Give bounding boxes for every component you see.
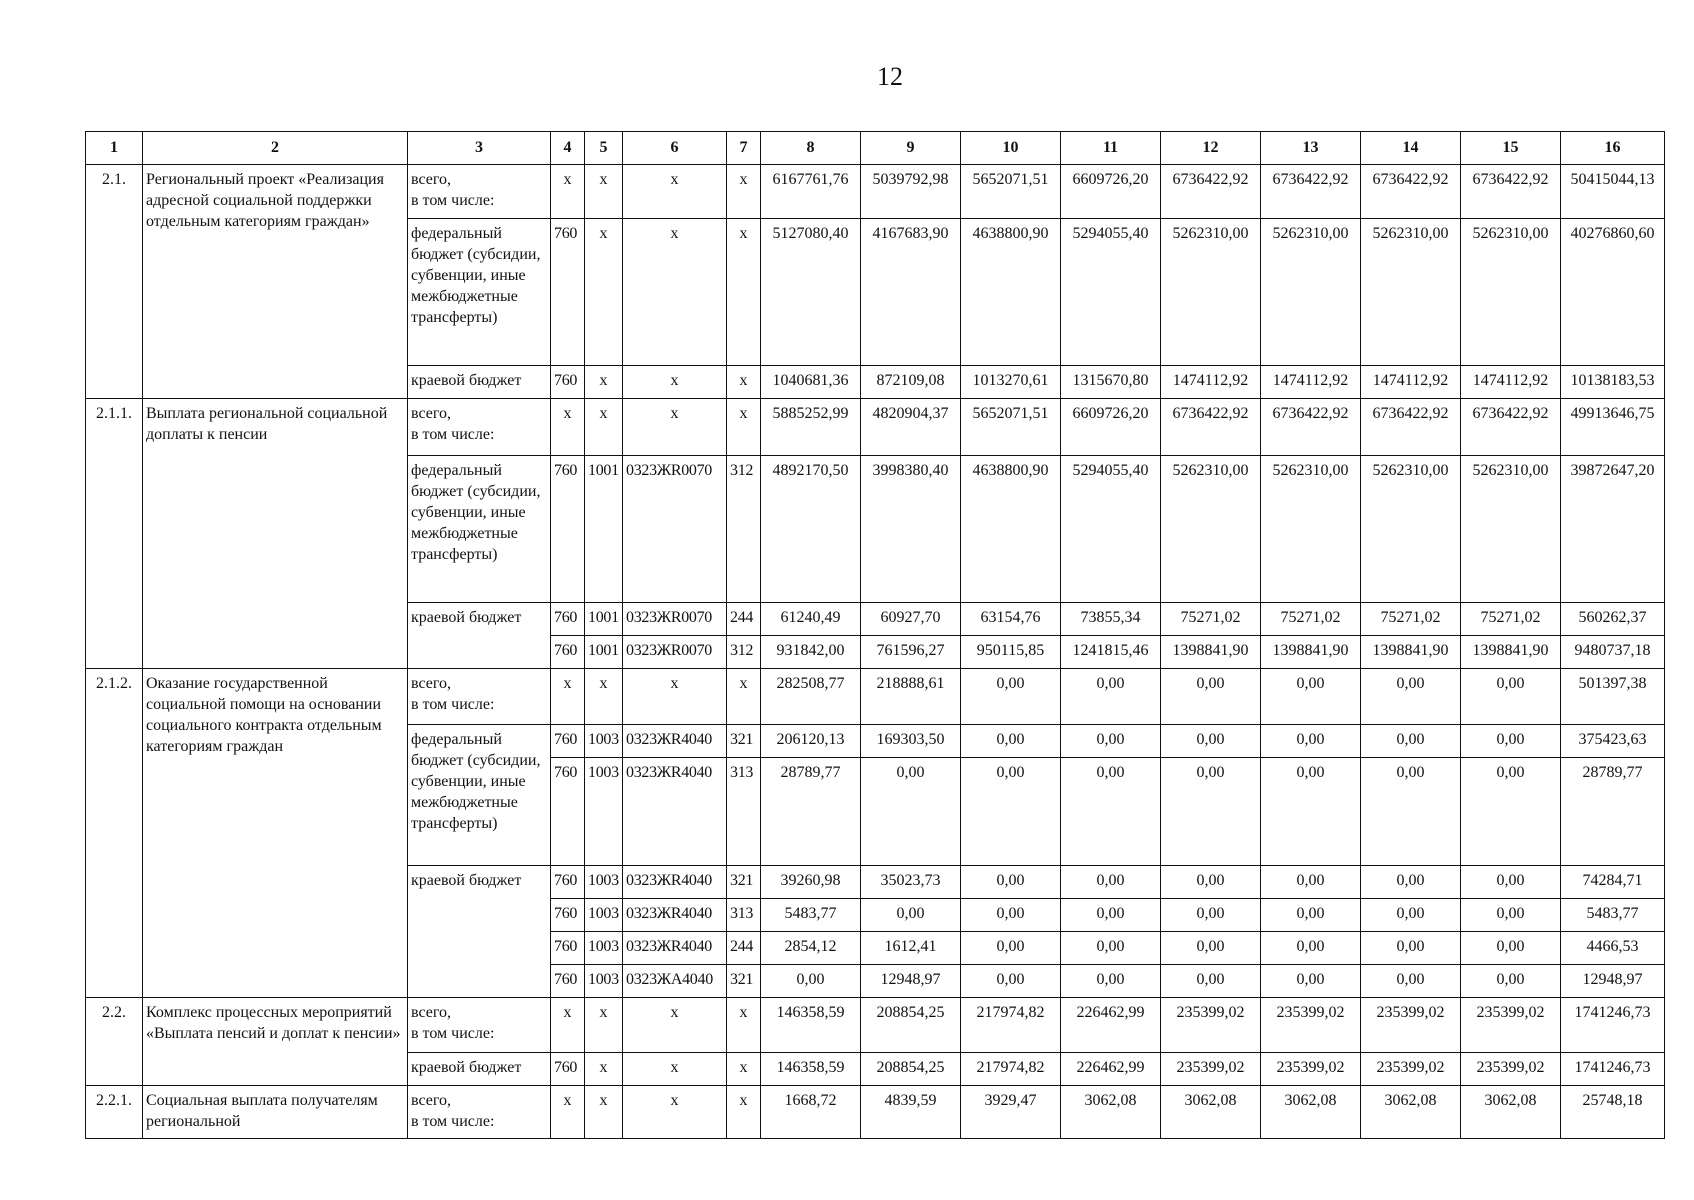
value-cell: 5127080,40 (761, 219, 861, 366)
including-label-text: в том числе: (411, 1025, 495, 1042)
value-cell: 5294055,40 (1061, 219, 1161, 366)
budget-code-cell: 0323ЖR0070 (623, 636, 727, 669)
budget-code-cell: 321 (727, 866, 761, 899)
value-cell: 6609726,20 (1061, 165, 1161, 219)
value-cell: 5483,77 (761, 899, 861, 932)
value-cell: 6736422,92 (1361, 399, 1461, 456)
column-numbers-row (86, 132, 1665, 165)
value-cell: 1474112,92 (1261, 366, 1361, 399)
total-value-cell: 1741246,73 (1561, 998, 1665, 1053)
total-value-cell: 10138183,53 (1561, 366, 1665, 399)
total-label-text: всего, (411, 171, 452, 188)
value-cell: 73855,34 (1061, 603, 1161, 636)
column-header: 14 (1361, 132, 1461, 165)
value-cell: 208854,25 (861, 998, 961, 1053)
value-cell: 6736422,92 (1161, 399, 1261, 456)
budget-code-cell: x (585, 366, 623, 399)
value-cell: 169303,50 (861, 725, 961, 758)
value-cell: 0,00 (1161, 965, 1261, 998)
value-cell: 75271,02 (1461, 603, 1561, 636)
table-row (86, 165, 1665, 219)
value-cell: 235399,02 (1361, 1053, 1461, 1086)
value-cell: 5262310,00 (1361, 456, 1461, 603)
value-cell: 4638800,90 (961, 456, 1061, 603)
value-cell: 931842,00 (761, 636, 861, 669)
value-cell: 5262310,00 (1461, 456, 1561, 603)
budget-code-cell: 760 (551, 636, 585, 669)
value-cell: 0,00 (1461, 758, 1561, 866)
regional-budget-label: краевой бюджет (408, 603, 551, 669)
value-cell: 1474112,92 (1161, 366, 1261, 399)
budget-code-cell: x (623, 669, 727, 725)
value-cell: 235399,02 (1161, 1053, 1261, 1086)
value-cell: 0,00 (1261, 932, 1361, 965)
total-value-cell: 28789,77 (1561, 758, 1665, 866)
column-header: 5 (585, 132, 623, 165)
budget-code-cell: 312 (727, 636, 761, 669)
value-cell: 235399,02 (1261, 998, 1361, 1053)
total-value-cell: 4466,53 (1561, 932, 1665, 965)
budget-code-cell: 1003 (585, 758, 623, 866)
regional-budget-label: краевой бюджет (408, 366, 551, 399)
value-cell: 28789,77 (761, 758, 861, 866)
budget-code-cell: x (623, 366, 727, 399)
budget-code-cell: 0323ЖR4040 (623, 932, 727, 965)
value-cell: 1241815,46 (1061, 636, 1161, 669)
value-cell: 1398841,90 (1461, 636, 1561, 669)
value-cell: 6609726,20 (1061, 399, 1161, 456)
budget-code-cell: 1003 (585, 965, 623, 998)
budget-code-cell: 1003 (585, 866, 623, 899)
value-cell: 5885252,99 (761, 399, 861, 456)
value-cell: 146358,59 (761, 1053, 861, 1086)
value-cell: 0,00 (1461, 669, 1561, 725)
budget-code-cell: 0323ЖR4040 (623, 758, 727, 866)
column-header: 11 (1061, 132, 1161, 165)
value-cell: 0,00 (1461, 965, 1561, 998)
value-cell: 0,00 (1161, 669, 1261, 725)
budget-code-cell: 321 (727, 965, 761, 998)
section-title: Социальная выплата получателям региональной (143, 1086, 408, 1139)
value-cell: 6736422,92 (1361, 165, 1461, 219)
total-label-text: всего, (411, 1004, 452, 1021)
value-cell: 0,00 (1061, 965, 1161, 998)
value-cell: 5262310,00 (1261, 219, 1361, 366)
federal-budget-label: федеральный бюджет (субсидии, субвенции, иные межбюджетные трансферты) (408, 219, 551, 366)
value-cell: 0,00 (1261, 866, 1361, 899)
value-cell: 75271,02 (1261, 603, 1361, 636)
budget-code-cell: 760 (551, 725, 585, 758)
budget-code-cell: x (585, 1086, 623, 1139)
value-cell: 6736422,92 (1261, 399, 1361, 456)
value-cell: 0,00 (1261, 758, 1361, 866)
total-value-cell: 39872647,20 (1561, 456, 1665, 603)
value-cell: 1398841,90 (1161, 636, 1261, 669)
value-cell: 1474112,92 (1461, 366, 1561, 399)
column-header: 16 (1561, 132, 1665, 165)
value-cell: 0,00 (1161, 866, 1261, 899)
value-cell: 5652071,51 (961, 399, 1061, 456)
value-cell: 0,00 (961, 669, 1061, 725)
value-cell: 146358,59 (761, 998, 861, 1053)
value-cell: 60927,70 (861, 603, 961, 636)
budget-code-cell: x (551, 998, 585, 1053)
value-cell: 0,00 (1161, 758, 1261, 866)
value-cell: 0,00 (1461, 899, 1561, 932)
column-header: 15 (1461, 132, 1561, 165)
budget-code-cell: x (551, 1086, 585, 1139)
value-cell: 4892170,50 (761, 456, 861, 603)
total-value-cell: 375423,63 (1561, 725, 1665, 758)
budget-code-cell: 244 (727, 932, 761, 965)
budget-code-cell: 760 (551, 603, 585, 636)
value-cell: 75271,02 (1161, 603, 1261, 636)
budget-code-cell: x (623, 998, 727, 1053)
including-label-text: в том числе: (411, 426, 495, 443)
budget-code-cell: 760 (551, 1053, 585, 1086)
value-cell: 3998380,40 (861, 456, 961, 603)
section-number: 2.1.2. (86, 669, 143, 998)
value-cell: 0,00 (1361, 899, 1461, 932)
budget-table (85, 131, 1665, 1139)
including-label-text: в том числе: (411, 1113, 495, 1130)
budget-code-cell: 760 (551, 866, 585, 899)
total-label-text: всего, (411, 405, 452, 422)
value-cell: 235399,02 (1161, 998, 1261, 1053)
value-cell: 35023,73 (861, 866, 961, 899)
value-cell: 0,00 (861, 899, 961, 932)
value-cell: 39260,98 (761, 866, 861, 899)
column-header: 4 (551, 132, 585, 165)
budget-code-cell: 1003 (585, 932, 623, 965)
budget-code-cell: 760 (551, 758, 585, 866)
budget-code-cell: 0323ЖR4040 (623, 899, 727, 932)
budget-code-cell: x (727, 165, 761, 219)
section-title: Региональный проект «Реализация адресной социальной поддержки отдельным категориям граждан» (143, 165, 408, 399)
value-cell: 6736422,92 (1161, 165, 1261, 219)
section-title: Выплата региональной социальной доплаты к пенсии (143, 399, 408, 669)
value-cell: 872109,08 (861, 366, 961, 399)
value-cell: 0,00 (1261, 899, 1361, 932)
budget-code-cell: 1001 (585, 636, 623, 669)
total-value-cell: 9480737,18 (1561, 636, 1665, 669)
budget-code-cell: x (727, 1053, 761, 1086)
total-label-text: всего, (411, 675, 452, 692)
value-cell: 0,00 (1261, 725, 1361, 758)
budget-code-cell: x (585, 399, 623, 456)
budget-code-cell: 0323ЖR0070 (623, 456, 727, 603)
total-value-cell: 49913646,75 (1561, 399, 1665, 456)
value-cell: 226462,99 (1061, 998, 1161, 1053)
value-cell: 0,00 (1461, 866, 1561, 899)
budget-code-cell: x (585, 669, 623, 725)
value-cell: 2854,12 (761, 932, 861, 965)
value-cell: 0,00 (1061, 725, 1161, 758)
regional-budget-label: краевой бюджет (408, 1053, 551, 1086)
total-value-cell: 50415044,13 (1561, 165, 1665, 219)
value-cell: 75271,02 (1361, 603, 1461, 636)
budget-code-cell: x (551, 165, 585, 219)
value-cell: 0,00 (961, 725, 1061, 758)
value-cell: 4820904,37 (861, 399, 961, 456)
column-header: 6 (623, 132, 727, 165)
column-header: 3 (408, 132, 551, 165)
value-cell: 1474112,92 (1361, 366, 1461, 399)
column-header: 13 (1261, 132, 1361, 165)
table-row (86, 669, 1665, 725)
value-cell: 235399,02 (1461, 998, 1561, 1053)
value-cell: 4167683,90 (861, 219, 961, 366)
budget-code-cell: x (727, 669, 761, 725)
value-cell: 0,00 (1161, 899, 1261, 932)
column-header: 7 (727, 132, 761, 165)
table-row (86, 399, 1665, 456)
value-cell: 226462,99 (1061, 1053, 1161, 1086)
budget-code-cell: 760 (551, 366, 585, 399)
value-cell: 6736422,92 (1461, 399, 1561, 456)
budget-code-cell: x (727, 219, 761, 366)
value-cell: 761596,27 (861, 636, 961, 669)
value-cell: 0,00 (1361, 758, 1461, 866)
value-cell: 0,00 (1261, 669, 1361, 725)
value-cell: 0,00 (1461, 725, 1561, 758)
budget-code-cell: x (727, 399, 761, 456)
value-cell: 0,00 (861, 758, 961, 866)
budget-code-cell: x (551, 399, 585, 456)
table-row (86, 1086, 1665, 1139)
value-cell: 5262310,00 (1461, 219, 1561, 366)
value-cell: 0,00 (1061, 932, 1161, 965)
total-label (408, 1086, 551, 1139)
column-header: 8 (761, 132, 861, 165)
value-cell: 235399,02 (1361, 998, 1461, 1053)
column-header: 2 (143, 132, 408, 165)
value-cell: 5262310,00 (1161, 456, 1261, 603)
section-number: 2.2. (86, 998, 143, 1086)
budget-code-cell: 0323ЖR4040 (623, 725, 727, 758)
value-cell: 1612,41 (861, 932, 961, 965)
value-cell: 5262310,00 (1261, 456, 1361, 603)
value-cell: 12948,97 (861, 965, 961, 998)
value-cell: 5652071,51 (961, 165, 1061, 219)
value-cell: 0,00 (961, 899, 1061, 932)
total-value-cell: 74284,71 (1561, 866, 1665, 899)
value-cell: 5262310,00 (1361, 219, 1461, 366)
federal-budget-label: федеральный бюджет (субсидии, субвенции, иные межбюджетные трансферты) (408, 725, 551, 866)
value-cell: 217974,82 (961, 1053, 1061, 1086)
value-cell: 3062,08 (1461, 1086, 1561, 1139)
value-cell: 0,00 (1061, 899, 1161, 932)
value-cell: 5039792,98 (861, 165, 961, 219)
value-cell: 61240,49 (761, 603, 861, 636)
including-label-text: в том числе: (411, 192, 495, 209)
value-cell: 0,00 (1361, 725, 1461, 758)
budget-code-cell: 760 (551, 965, 585, 998)
total-value-cell: 5483,77 (1561, 899, 1665, 932)
budget-code-cell: x (623, 399, 727, 456)
budget-code-cell: 760 (551, 932, 585, 965)
total-value-cell: 40276860,60 (1561, 219, 1665, 366)
section-number: 2.1. (86, 165, 143, 399)
page-number: 12 (877, 62, 903, 91)
total-label-text: всего, (411, 1092, 452, 1109)
value-cell: 6736422,92 (1461, 165, 1561, 219)
budget-code-cell: 0323ЖR4040 (623, 866, 727, 899)
total-value-cell: 1741246,73 (1561, 1053, 1665, 1086)
budget-code-cell: 1003 (585, 899, 623, 932)
value-cell: 1668,72 (761, 1086, 861, 1139)
budget-code-cell: x (585, 998, 623, 1053)
budget-code-cell: 760 (551, 899, 585, 932)
budget-code-cell: 321 (727, 725, 761, 758)
total-label (408, 399, 551, 456)
value-cell: 0,00 (761, 965, 861, 998)
value-cell: 4839,59 (861, 1086, 961, 1139)
value-cell: 3062,08 (1161, 1086, 1261, 1139)
value-cell: 0,00 (961, 866, 1061, 899)
value-cell: 0,00 (1061, 866, 1161, 899)
budget-code-cell: 1001 (585, 603, 623, 636)
federal-budget-label: федеральный бюджет (субсидии, субвенции, иные межбюджетные трансферты) (408, 456, 551, 603)
budget-code-cell: x (623, 1086, 727, 1139)
value-cell: 1398841,90 (1361, 636, 1461, 669)
value-cell: 0,00 (961, 965, 1061, 998)
budget-code-cell: 1003 (585, 725, 623, 758)
value-cell: 1398841,90 (1261, 636, 1361, 669)
budget-code-cell: x (623, 1053, 727, 1086)
budget-code-cell: x (585, 165, 623, 219)
total-value-cell: 560262,37 (1561, 603, 1665, 636)
value-cell: 5262310,00 (1161, 219, 1261, 366)
budget-code-cell: x (585, 219, 623, 366)
value-cell: 3062,08 (1261, 1086, 1361, 1139)
section-number: 2.1.1. (86, 399, 143, 669)
budget-code-cell: x (623, 219, 727, 366)
budget-code-cell: 313 (727, 899, 761, 932)
section-title: Оказание государственной социальной помощи на основании социального контракта отдельным категориям граждан (143, 669, 408, 998)
budget-code-cell: 244 (727, 603, 761, 636)
column-header: 12 (1161, 132, 1261, 165)
value-cell: 4638800,90 (961, 219, 1061, 366)
value-cell: 3062,08 (1061, 1086, 1161, 1139)
value-cell: 217974,82 (961, 998, 1061, 1053)
value-cell: 1315670,80 (1061, 366, 1161, 399)
total-label (408, 998, 551, 1053)
budget-code-cell: x (551, 669, 585, 725)
total-value-cell: 501397,38 (1561, 669, 1665, 725)
value-cell: 206120,13 (761, 725, 861, 758)
value-cell: 218888,61 (861, 669, 961, 725)
budget-code-cell: 760 (551, 219, 585, 366)
value-cell: 0,00 (1461, 932, 1561, 965)
including-label-text: в том числе: (411, 696, 495, 713)
column-header: 10 (961, 132, 1061, 165)
budget-code-cell: x (727, 1086, 761, 1139)
value-cell: 0,00 (961, 932, 1061, 965)
value-cell: 0,00 (1361, 965, 1461, 998)
value-cell: 950115,85 (961, 636, 1061, 669)
value-cell: 1013270,61 (961, 366, 1061, 399)
value-cell: 3062,08 (1361, 1086, 1461, 1139)
total-label (408, 669, 551, 725)
value-cell: 235399,02 (1261, 1053, 1361, 1086)
budget-code-cell: x (727, 366, 761, 399)
total-value-cell: 25748,18 (1561, 1086, 1665, 1139)
budget-code-cell: 312 (727, 456, 761, 603)
regional-budget-label: краевой бюджет (408, 866, 551, 998)
column-header: 9 (861, 132, 961, 165)
column-header: 1 (86, 132, 143, 165)
budget-code-cell: 0323ЖА4040 (623, 965, 727, 998)
budget-code-cell: 760 (551, 456, 585, 603)
budget-code-cell: 1001 (585, 456, 623, 603)
value-cell: 1040681,36 (761, 366, 861, 399)
total-label (408, 165, 551, 219)
value-cell: 208854,25 (861, 1053, 961, 1086)
value-cell: 0,00 (1061, 758, 1161, 866)
value-cell: 0,00 (1161, 932, 1261, 965)
value-cell: 6736422,92 (1261, 165, 1361, 219)
value-cell: 282508,77 (761, 669, 861, 725)
value-cell: 0,00 (1261, 965, 1361, 998)
value-cell: 0,00 (1361, 669, 1461, 725)
value-cell: 0,00 (1161, 725, 1261, 758)
value-cell: 6167761,76 (761, 165, 861, 219)
value-cell: 0,00 (1361, 866, 1461, 899)
budget-code-cell: 313 (727, 758, 761, 866)
value-cell: 3929,47 (961, 1086, 1061, 1139)
value-cell: 0,00 (961, 758, 1061, 866)
section-number: 2.2.1. (86, 1086, 143, 1139)
budget-code-cell: x (623, 165, 727, 219)
section-title: Комплекс процессных мероприятий «Выплата пенсий и доплат к пенсии» (143, 998, 408, 1086)
budget-code-cell: x (585, 1053, 623, 1086)
budget-code-cell: 0323ЖR0070 (623, 603, 727, 636)
value-cell: 235399,02 (1461, 1053, 1561, 1086)
value-cell: 0,00 (1061, 669, 1161, 725)
total-value-cell: 12948,97 (1561, 965, 1665, 998)
value-cell: 5294055,40 (1061, 456, 1161, 603)
value-cell: 63154,76 (961, 603, 1061, 636)
budget-code-cell: x (727, 998, 761, 1053)
table-row (86, 998, 1665, 1053)
value-cell: 0,00 (1361, 932, 1461, 965)
